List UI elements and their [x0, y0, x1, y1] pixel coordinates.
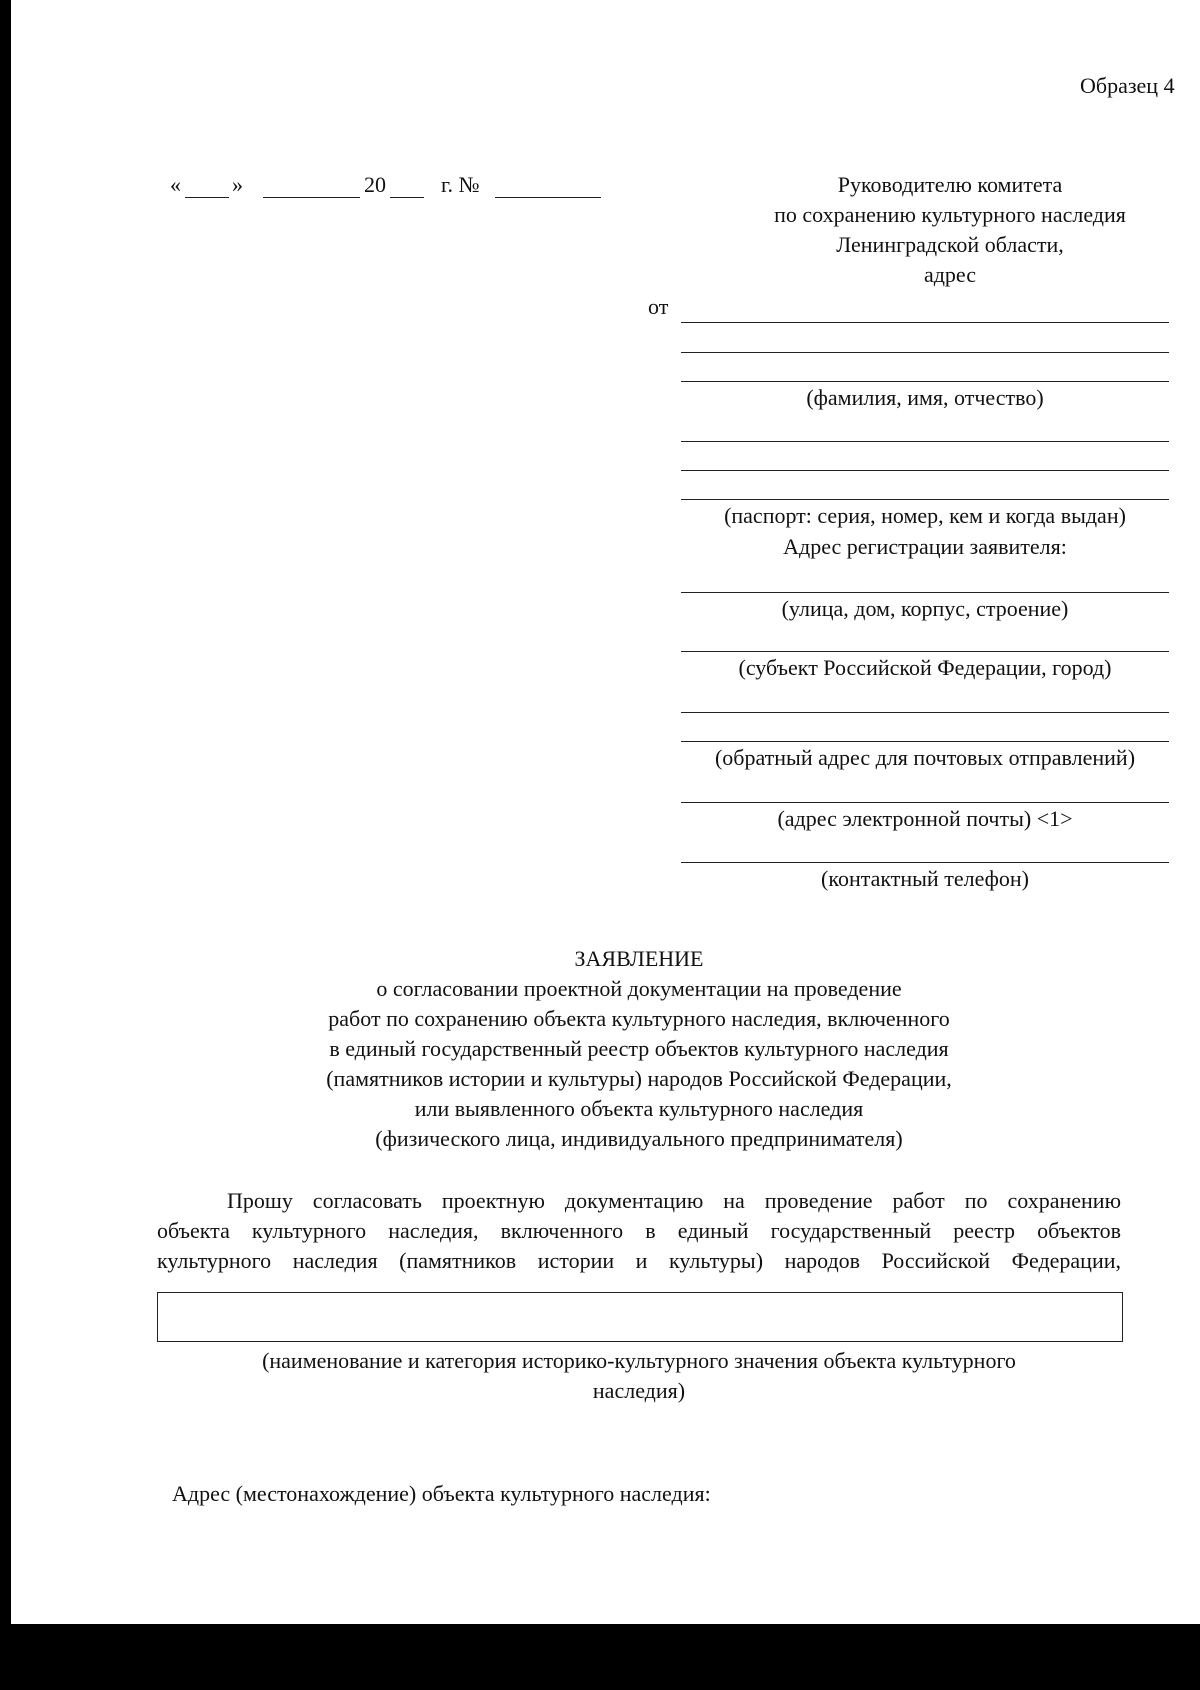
passport-line-2[interactable]	[681, 470, 1169, 471]
month-field[interactable]	[263, 197, 360, 198]
request-line-1: Прошу согласовать проектную документацию на проведение работ по сохранению	[227, 1188, 1121, 1213]
statement-title-line: в единый государственный реестр объектов культурного наследия	[329, 1036, 949, 1061]
statement-title-line: (памятников истории и культуры) народов Российской Федерации,	[326, 1066, 952, 1091]
sample-label: Образец 4	[1080, 73, 1175, 98]
request-line-3: культурного наследия (памятников истории и культуры) народов Российской Федерации,	[157, 1248, 1121, 1273]
postal-address-line-2[interactable]	[681, 741, 1169, 742]
object-name-caption-line-2: наследия)	[592, 1378, 686, 1403]
date-close-quote: »	[232, 172, 243, 197]
street-caption: (улица, дом, корпус, строение)	[781, 596, 1069, 621]
recipient-line-2: по сохранению культурного наследия	[774, 202, 1126, 227]
phone-caption: (контактный телефон)	[821, 866, 1029, 891]
scan-edge-bottom	[0, 1624, 1200, 1690]
recipient-line-3: Ленинградской области,	[836, 232, 1064, 257]
request-line-2: объекта культурного наследия, включенного в единый государственный реестр объектов	[157, 1218, 1121, 1243]
year-prefix: 20	[364, 172, 386, 197]
email-caption: (адрес электронной почты) <1>	[777, 806, 1073, 831]
passport-line-3[interactable]	[681, 499, 1169, 500]
postal-caption: (обратный адрес для почтовых отправлений)	[714, 745, 1136, 770]
fio-caption: (фамилия, имя, отчество)	[806, 385, 1044, 410]
statement-title-line: (физического лица, индивидуального предпринимателя)	[375, 1126, 903, 1151]
recipient-line-1: Руководителю комитета	[837, 172, 1063, 197]
passport-line-1[interactable]	[681, 441, 1169, 442]
applicant-name-line-1[interactable]	[681, 322, 1169, 323]
statement-title-line: о согласовании проектной документации на проведение	[376, 976, 902, 1001]
year-suffix-number-label: г. №	[441, 172, 480, 197]
region-line[interactable]	[681, 651, 1169, 652]
email-line[interactable]	[681, 802, 1169, 803]
day-field[interactable]	[185, 197, 229, 198]
year-field[interactable]	[390, 197, 424, 198]
scan-edge-left	[0, 0, 11, 1690]
recipient-line-4: адрес	[923, 262, 977, 287]
statement-heading: ЗАЯВЛЕНИЕ	[574, 946, 704, 971]
applicant-name-line-2[interactable]	[681, 352, 1169, 353]
object-address-label: Адрес (местонахождение) объекта культурного наследия:	[172, 1481, 711, 1506]
postal-address-line-1[interactable]	[681, 712, 1169, 713]
document-number-field[interactable]	[495, 197, 601, 198]
statement-title-line: или выявленного объекта культурного наследия	[414, 1096, 864, 1121]
statement-title-line: работ по сохранению объекта культурного наследия, включенного	[328, 1006, 950, 1031]
date-open-quote: «	[170, 172, 181, 197]
from-label: от	[648, 294, 669, 319]
phone-line[interactable]	[681, 862, 1169, 863]
region-caption: (субъект Российской Федерации, город)	[738, 655, 1112, 680]
street-line[interactable]	[681, 592, 1169, 593]
applicant-name-line-3[interactable]	[681, 381, 1169, 382]
registration-address-heading: Адрес регистрации заявителя:	[783, 534, 1067, 559]
object-name-field[interactable]	[157, 1292, 1123, 1342]
object-name-caption-line-1: (наименование и категория историко-культурного значения объекта культурного	[262, 1348, 1016, 1373]
passport-caption: (паспорт: серия, номер, кем и когда выдан)	[724, 503, 1126, 528]
